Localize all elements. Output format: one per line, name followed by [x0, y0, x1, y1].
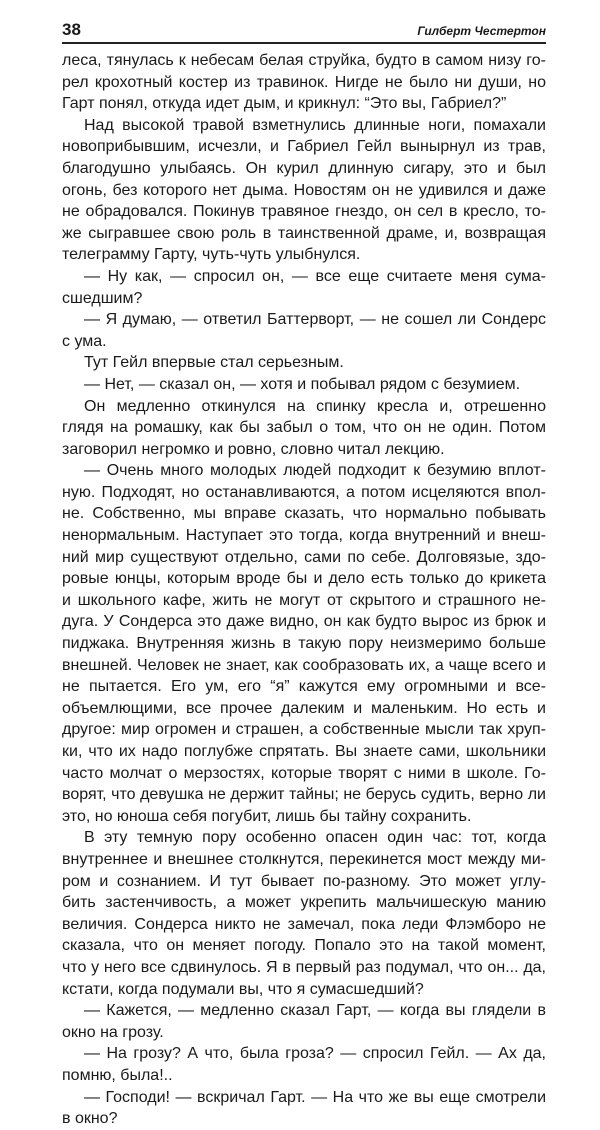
text-line: с ума. [62, 332, 107, 350]
text-line: — Очень много молодых людей подходит к безумию вплот- [84, 462, 546, 480]
paragraph [62, 460, 546, 827]
text-line: — Кажется, — медленно сказал Гарт, — когда вы глядели в [84, 1002, 546, 1020]
text-line: внутреннее и внешнее столкнутся, перекинется мост между ми- [62, 850, 546, 868]
text-line: Тут Гейл впервые стал серьезным. [84, 354, 344, 372]
text-line: В эту темную пору особенно опасен один час: тот, когда [84, 829, 546, 847]
text-line: новоприбывшим, исчезли, и Габриел Гейл вынырнул из трав, [62, 138, 546, 156]
text-line: — На грозу? А что, была гроза? — спросил Гейл. — Ах да, [84, 1045, 546, 1063]
text-line: — Господи! — вскричал Гарт. — На что же вы еще смотрели [84, 1088, 546, 1106]
text-line: глядя на ромашку, как бы забыл о том, что он не один. Потом [62, 419, 546, 437]
text-line: дуга. У Сондерса это даже видно, он как будто вырос из брюк и [62, 613, 546, 631]
text-line: леса, тянулась к небесам белая струйка, будто в самом низу го- [62, 52, 546, 69]
paragraph [62, 374, 546, 396]
text-line: бить застенчивость, а может укрепить мальчишескую манию [62, 894, 546, 912]
text-line: огонь, без которого нет дыма. Новостям он не удивился и даже [62, 181, 546, 199]
text-line: — Я думаю, — ответил Баттерворт, — не сошел ли Сондерс [84, 311, 546, 329]
text-line: Он медленно откинулся на спинку кресла и, отрешенно [84, 397, 546, 415]
text-line: ром и сознанием. И тут бывает по-разному. Это может углу- [62, 872, 546, 890]
text-line: сказала, что он меняет погоду. Попало это на такой момент, [62, 937, 546, 955]
text-line: Гарт понял, откуда идет дым, и крикнул: “Это вы, Габриел?” [62, 95, 507, 113]
text-line: ненормальным. Наступает это тогда, когда внутренний и внеш- [62, 527, 546, 545]
text-line: ний мир существуют отдельно, сами по себе. Долговязые, здо- [62, 548, 546, 566]
text-line: что у него все сдвинулось. Я в первый раз подумал, что он... да, [62, 958, 546, 976]
paragraph [62, 396, 546, 461]
running-title: Гилберт Честертон [417, 24, 546, 38]
text-line: в окно? [62, 1110, 118, 1128]
text-line: не обрадовался. Покинув травяное гнездо, он сел в кресло, то- [62, 203, 546, 221]
page-header [62, 18, 546, 44]
text-line: — Нет, — сказал он, — хотя и побывал рядом с безумием. [84, 375, 521, 393]
text-line: кстати, когда подумали вы, что я сумасшедший? [62, 980, 424, 998]
text-line: не. Собственно, мы вправе сказать, что нормально побывать [62, 505, 546, 523]
text-line: рел крохотный костер из травинок. Нигде не было ни души, но [62, 73, 546, 91]
text-line: помню, была!.. [62, 1066, 173, 1084]
paragraph [62, 50, 546, 115]
text-line: и школьного кафе, жить не могут от скрытого и страшного не- [62, 591, 546, 609]
text-line: объемлющими, все прочее далеким и маленьким. Но есть и [62, 699, 546, 717]
paragraph [62, 1043, 546, 1086]
text-line: величия. Сондерса никто не замечал, пока леди Флэмборо не [62, 915, 546, 933]
text-line: — Ну как, — спросил он, — все еще считаете меня сума- [84, 267, 546, 285]
text-line: телеграмму Гарту, чуть-чуть улыбнулся. [62, 246, 361, 264]
text-line: внешней. Человек не знает, как сообразовать их, а чаще всего и [62, 656, 546, 674]
page-body-text [62, 50, 546, 1130]
text-line: благодушно улыбаясь. Он курил длинную сигару, это и был [62, 159, 546, 177]
paragraph [62, 309, 546, 352]
text-line: же сыгравшее свою роль в таинственной драме, и, возвращая [62, 224, 546, 242]
text-line: сшедшим? [62, 289, 143, 307]
text-line: Над высокой травой взметнулись длинные ноги, помахали [84, 116, 546, 134]
text-line: это, но юноша себя погубит, лишь бы тайну сохранить. [62, 807, 472, 825]
page-number: 38 [62, 20, 81, 39]
text-line: ки, что их надо поглубже спрятать. Вы знаете сами, школьники [62, 743, 546, 760]
paragraph [62, 352, 546, 374]
text-line: ровые юнцы, которым вроде бы и дело есть только до крикета [62, 570, 546, 588]
text-line: заговорил негромко и ровно, словно читал лекцию. [62, 440, 445, 458]
text-line: окно на грозу. [62, 1023, 164, 1041]
text-line: не пытается. Его ум, его “я” кажутся ему огромными и все- [62, 678, 546, 696]
paragraph [62, 1000, 546, 1043]
paragraph [62, 827, 546, 1000]
paragraph [62, 1087, 546, 1130]
paragraph [62, 115, 546, 266]
text-line: ворят, что девушка не держит тайны; не берусь судить, верно ли [62, 786, 546, 804]
text-line: ную. Подходят, но останавливаются, а потом исцеляются впол- [62, 483, 546, 501]
text-line: другое: мир огромен и страшен, а собственные мысли так хруп- [62, 721, 546, 739]
text-line: пиджака. Внутренняя жизнь в такую пору неизмеримо больше [62, 635, 546, 653]
paragraph [62, 266, 546, 309]
text-line: часто молчат о мерзостях, которые творят с ними в школе. Го- [62, 764, 546, 782]
